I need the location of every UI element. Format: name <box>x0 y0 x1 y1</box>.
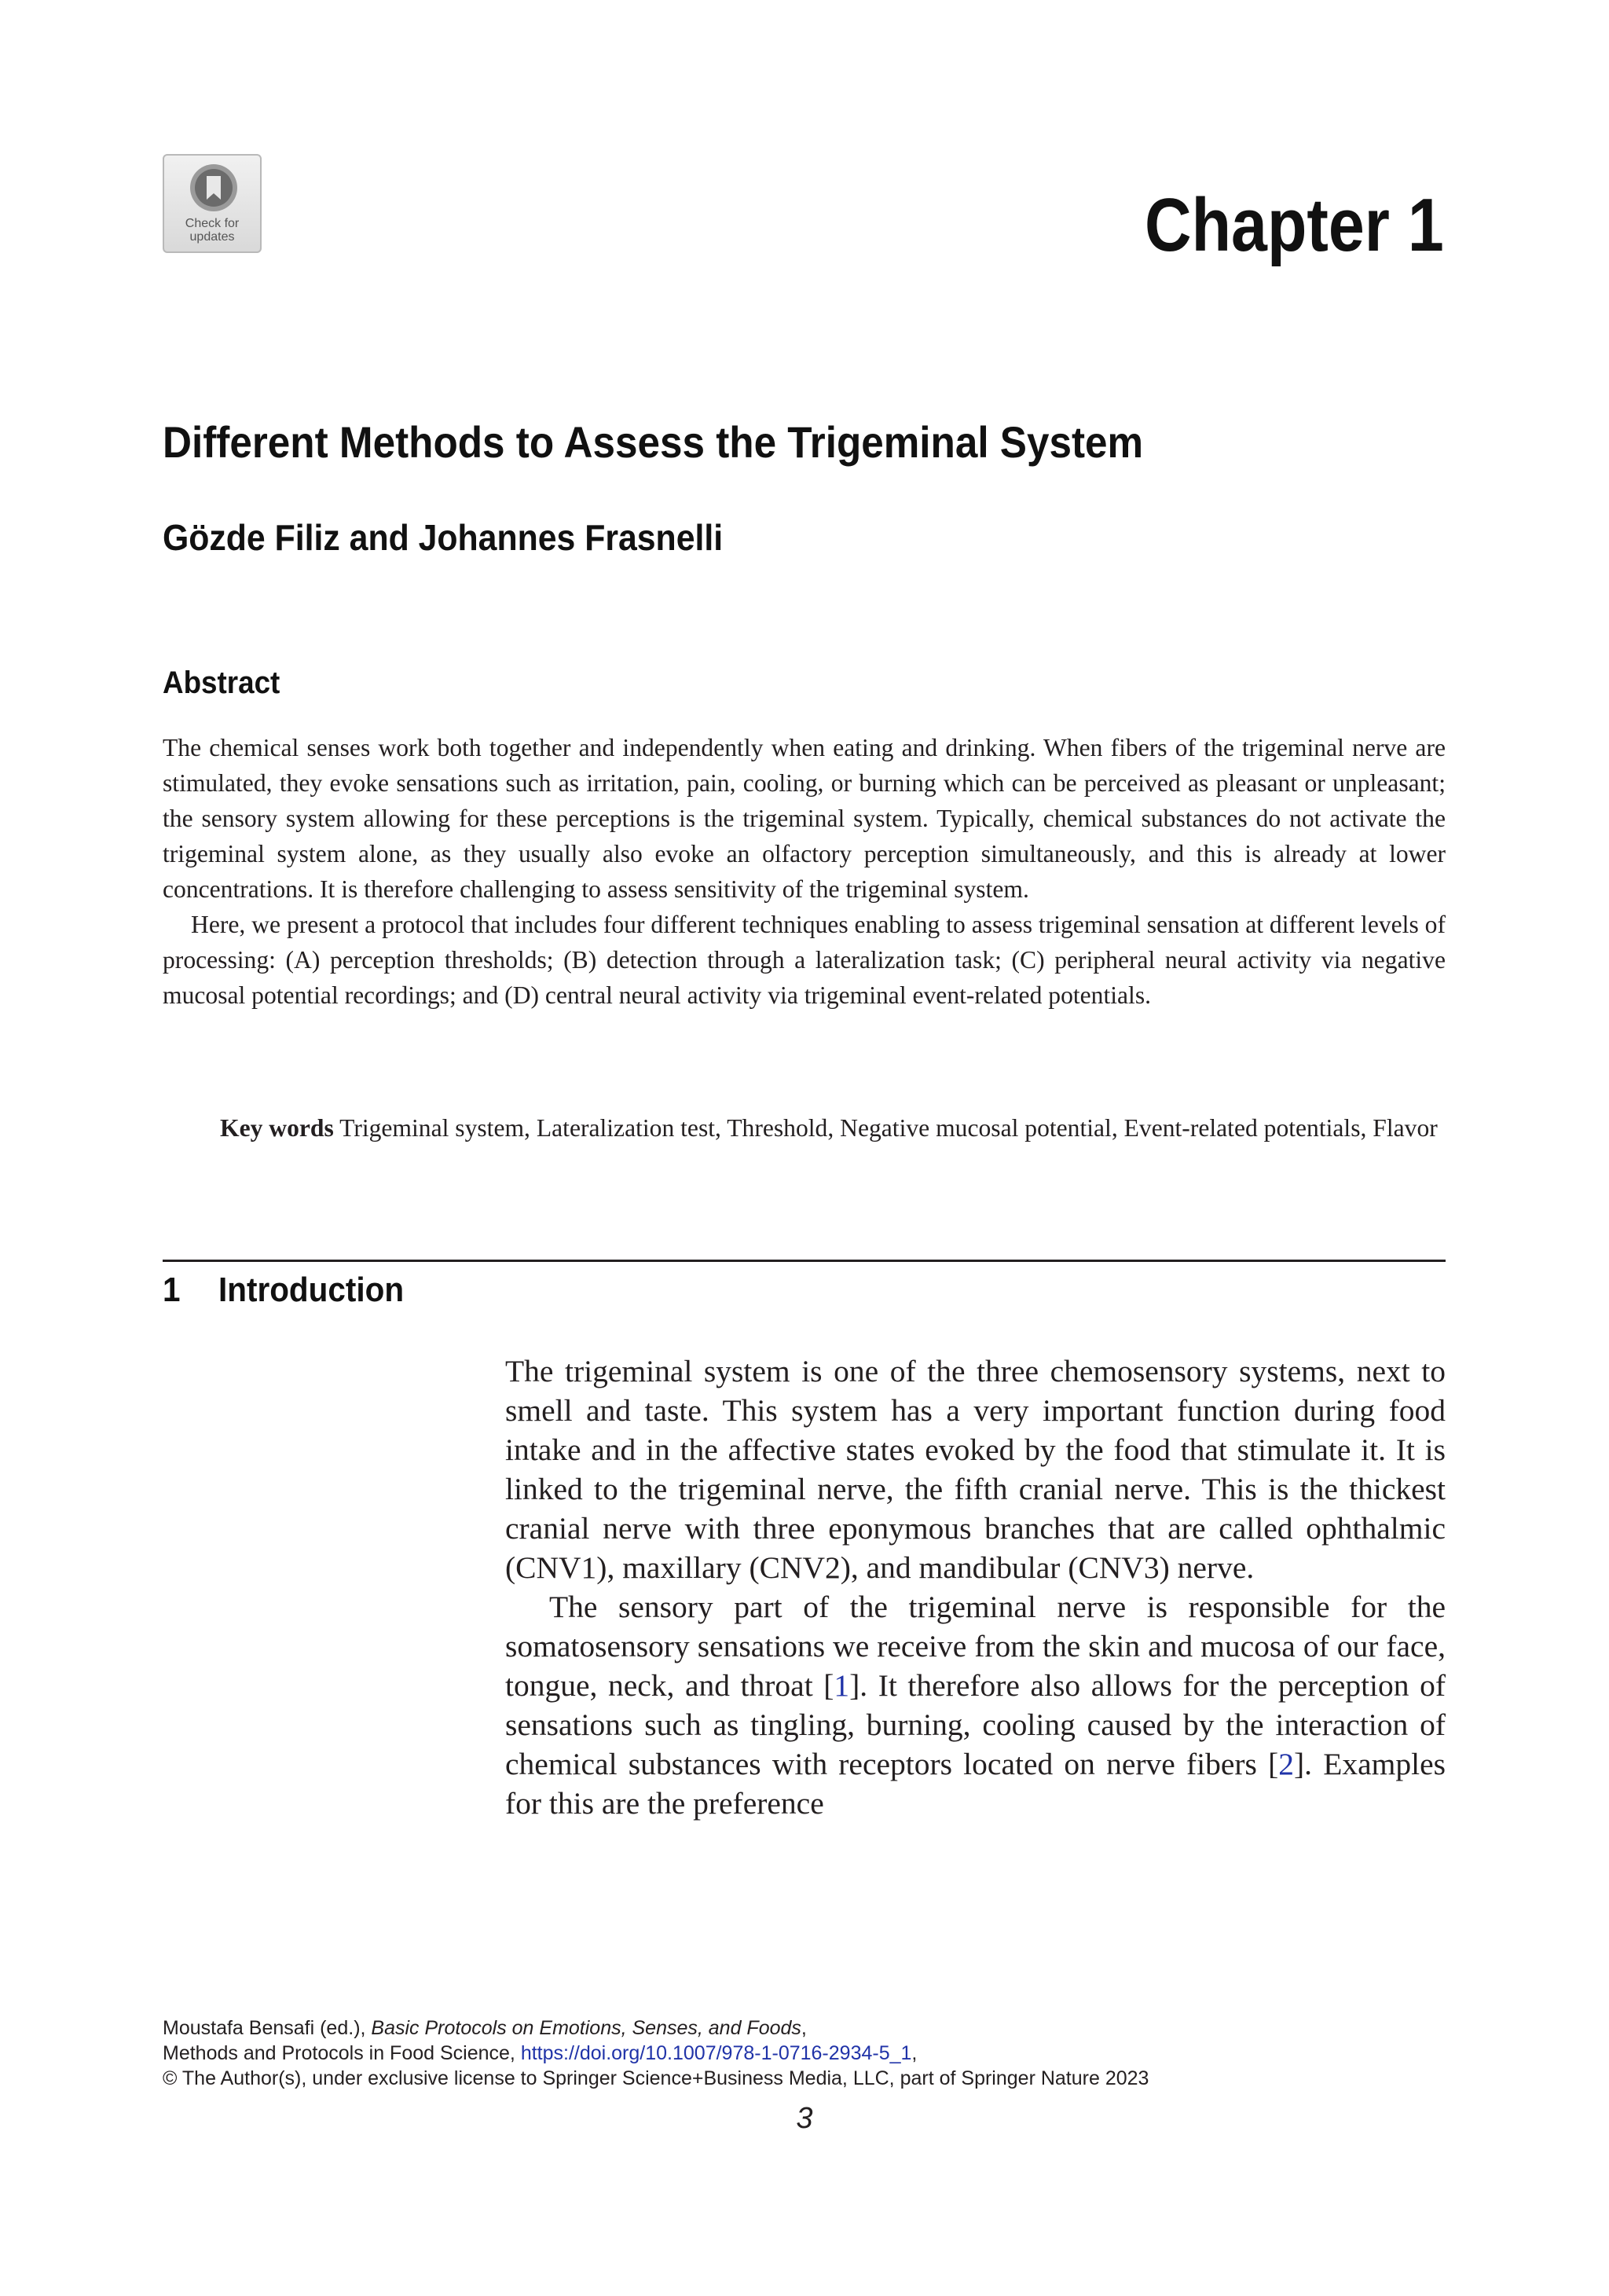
page-number: 3 <box>796 2102 813 2135</box>
footer-line-2 <box>163 2041 1149 2066</box>
intro-p2-text-c: ]. Examples for this are the preference <box>505 1747 1446 1821</box>
intro-p2-text-b: ]. It therefore also allows for the perception of sensations such as tingling, burning, cooling caused by the interaction of chemical substances with receptors located on nerve fibers [ <box>505 1668 1446 1781</box>
abstract-body <box>163 730 1446 1013</box>
intro-p2-text-a: The sensory part of the trigeminal nerve is responsible for the somatosensory sensations we receive from the skin and mucosa of our face, tongue, neck, and throat [ <box>505 1590 1446 1703</box>
keywords-list: Trigeminal system, Lateralization test, Threshold, Negative mucosal potential, Event-related potentials, Flavor <box>339 1114 1438 1142</box>
section-title: Introduction <box>218 1271 405 1309</box>
section-divider <box>163 1260 1446 1262</box>
section-number: 1 <box>163 1271 181 1309</box>
chapter-heading: Chapter 1 <box>1145 183 1444 267</box>
footer-line-1 <box>163 2015 1149 2041</box>
keywords-label: Key words <box>220 1114 334 1142</box>
footer-editor: Moustafa Bensafi (ed.), <box>163 2017 372 2039</box>
introduction-body <box>505 1352 1446 1823</box>
badge-line-2: updates <box>189 230 235 244</box>
badge-line-1: Check for <box>185 217 240 230</box>
footer-series: Methods and Protocols in Food Science, <box>163 2042 521 2064</box>
doi-link[interactable]: https://doi.org/10.1007/978-1-0716-2934-5_1 <box>520 2042 912 2064</box>
badge-label <box>164 217 260 244</box>
abstract-heading: Abstract <box>163 666 280 700</box>
paper-title: Different Methods to Assess the Trigeminal System <box>163 417 1144 467</box>
intro-paragraph-1: The trigeminal system is one of the three chemosensory systems, next to smell and taste. This system has a very important function during food intake and in the affective states evoked by the food that stimulate it. It is linked to the trigeminal nerve, the fifth cranial nerve. This is the thickest cranial nerve with three eponymous branches that are called ophthalmic (CNV1), maxillary (CNV2), and mandibular (CNV3) nerve. <box>505 1354 1446 1585</box>
bookmark-icon <box>188 162 240 214</box>
footer-book-title: Basic Protocols on Emotions, Senses, and Foods <box>371 2017 801 2039</box>
footer-comma-2: , <box>911 2042 918 2064</box>
keywords <box>220 1110 1446 1146</box>
citation-link-2[interactable]: 2 <box>1278 1747 1295 1781</box>
footer-citation <box>163 2015 1149 2091</box>
footer-comma-1: , <box>801 2017 807 2039</box>
abstract-paragraph-2: Here, we present a protocol that includes four different techniques enabling to assess trigeminal sensation at different levels of processing: (A) perception thresholds; (B) detection through a lateralization task; (C) peripheral neural activity via negative mucosal potential recordings; and (D) central neural activity via trigeminal event-related potentials. <box>163 911 1446 1009</box>
abstract-paragraph-1: The chemical senses work both together and independently when eating and drinking. When fibers of the trigeminal nerve are stimulated, they evoke sensations such as irritation, pain, cooling, or burning which can be perceived as pleasant or unpleasant; the sensory system allowing for these perceptions is the trigeminal system. Typically, chemical substances do not activate the trigeminal system alone, as they usually also evoke an olfactory perception simultaneously, and this is already at lower concentrations. It is therefore challenging to assess sensitivity of the trigeminal system. <box>163 734 1446 903</box>
footer-copyright: © The Author(s), under exclusive license to Springer Science+Business Media, LLC, part of Springer Nature 2023 <box>163 2067 1149 2089</box>
check-for-updates-badge[interactable] <box>163 154 262 253</box>
authors: Gözde Filiz and Johannes Frasnelli <box>163 517 724 558</box>
citation-link-1[interactable]: 1 <box>834 1668 850 1703</box>
intro-paragraph-2 <box>505 1587 1446 1823</box>
